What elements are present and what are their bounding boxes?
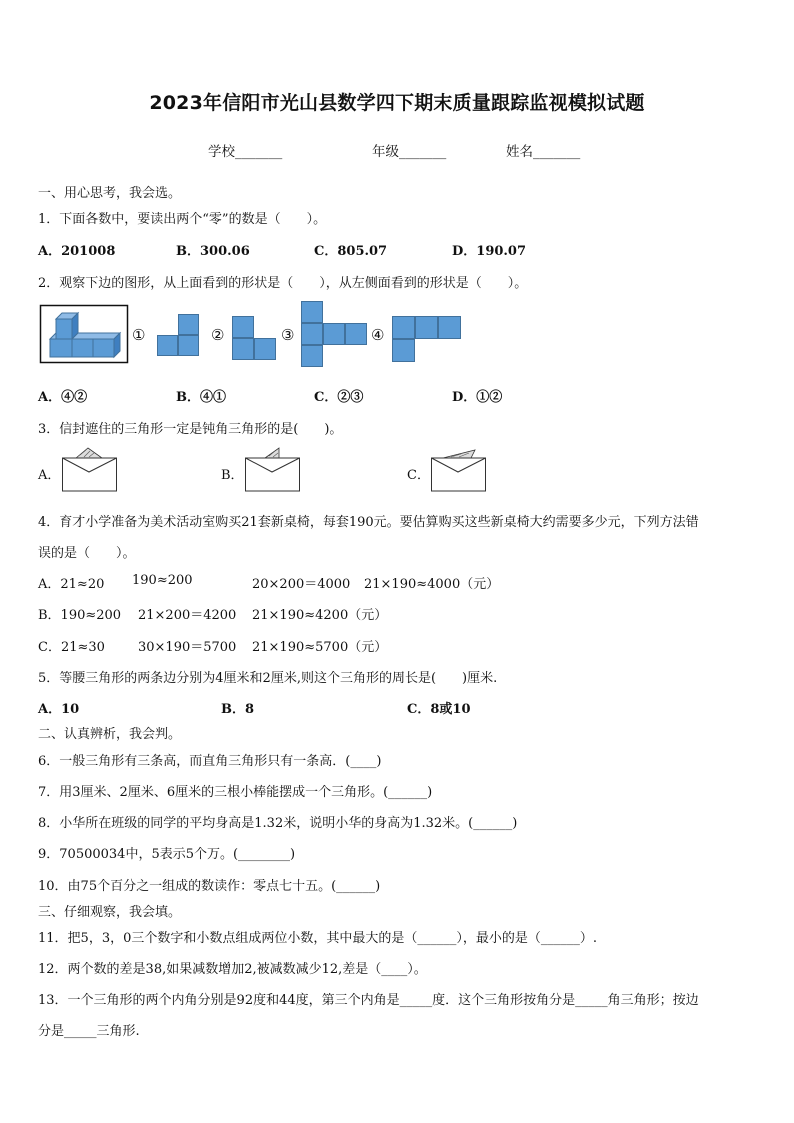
view4-square [415,316,438,339]
question-2: 2．观察下边的图形，从上面看到的形状是（ ），从左侧面看到的形状是（ ）。 [38,276,528,291]
view1-square [157,335,178,356]
question-11: 11．把5，3，0三个数字和小数点组成两位小数，其中最大的是（______），最小的是（______）. [38,931,597,946]
q3-option-a: A． [38,468,61,483]
page-title: 2023年信阳市光山县数学四下期末质量跟踪监视模拟试题 [149,92,645,114]
q1-option-d: D．190.07 [452,244,527,259]
view2-square [232,338,254,360]
q5-option-c: C．8或10 [407,702,471,717]
q1-option-c: C．805.07 [314,244,388,259]
view3-square [301,323,323,345]
view4-square [392,339,415,362]
school-field: 学校_______ [208,144,283,160]
q3-option-c: C． [407,468,430,483]
question-13-line-1: 13．一个三角形的两个内角分别是92度和44度，第三个内角是_____度．这个三角形按角分是_____角三角形；按边 [38,993,699,1008]
q2-label-3: ③ [281,326,295,344]
section-2-heading: 二、认真辨析，我会判。 [38,727,182,742]
q2-option-b: B．④① [176,390,226,405]
q4-a-part-3: 20×200＝4000 [252,577,351,592]
q4-b-part-1: B．190≈200 [38,608,122,623]
question-6: 6．一般三角形有三条高，而直角三角形只有一条高．(____) [38,754,382,769]
q4-c-part-1: C．21≈30 [38,640,105,655]
name-field: 姓名_______ [506,144,581,160]
q2-label-2: ② [211,326,225,344]
question-9: 9．70500034中，5表示5个万。(________) [38,847,296,862]
q2-option-a: A．④② [38,390,88,405]
q4-b-part-3: 21×190≈4200（元） [252,608,388,623]
view2-square [232,316,254,338]
question-10: 10．由75个百分之一组成的数读作：零点七十五。(______) [38,879,381,894]
view1-square [178,335,199,356]
question-8: 8．小华所在班级的同学的平均身高是1.32米，说明小华的身高为1.32米。(______) [38,816,518,831]
q2-label-4: ④ [371,326,385,344]
view4-square [392,316,415,339]
grade-field: 年级_______ [372,144,447,160]
envelope-c-icon [431,446,487,492]
question-5: 5．等腰三角形的两条边分别为4厘米和2厘米,则这个三角形的周长是( )厘米. [38,671,498,686]
q1-option-a: A．201008 [38,244,116,259]
view2-square [254,338,276,360]
question-7: 7．用3厘米、2厘米、6厘米的三根小棒能摆成一个三角形。(______) [38,785,433,800]
cube-stack-figure [40,305,128,363]
q4-b-part-2: 21×200＝4200 [138,608,237,623]
question-3: 3．信封遮住的三角形一定是钝角三角形的是( )。 [38,422,343,437]
q5-option-a: A．10 [38,702,80,717]
q2-label-1: ① [132,326,146,344]
envelope-a-icon [62,446,118,492]
q3-option-b: B． [221,468,244,483]
view3-square [301,345,323,367]
question-1: 1．下面各数中，要读出两个“零”的数是（ ）。 [38,212,327,227]
question-12: 12．两个数的差是38,如果减数增加2,被减数减少12,差是（____）。 [38,962,427,977]
q5-option-b: B．8 [221,702,255,717]
q4-c-part-2: 30×190＝5700 [138,640,237,655]
question-4-line-2: 误的是（ ）。 [38,546,136,561]
view3-square [345,323,367,345]
q4-a-part-2: 190≈200 [132,573,193,588]
q1-option-b: B．300.06 [176,244,250,259]
view4-square [438,316,461,339]
envelope-b-icon [245,446,301,492]
q4-a-part-4: 21×190≈4000（元） [364,577,500,592]
q4-c-part-3: 21×190≈5700（元） [252,640,388,655]
question-13-line-2: 分是_____三角形. [38,1024,140,1039]
q2-option-c: C．②③ [314,390,364,405]
view3-square [323,323,345,345]
view1-square [178,314,199,335]
question-4-line-1: 4．育才小学准备为美术活动室购买21套新桌椅，每套190元。要估算购买这些新桌椅大约需要多少元，下列方法错 [38,515,699,530]
view3-square [301,301,323,323]
section-1-heading: 一、用心思考，我会选。 [38,186,182,201]
section-3-heading: 三、仔细观察，我会填。 [38,905,182,920]
q4-a-part-1: A．21≈20 [38,577,105,592]
q2-option-d: D．①② [452,390,503,405]
